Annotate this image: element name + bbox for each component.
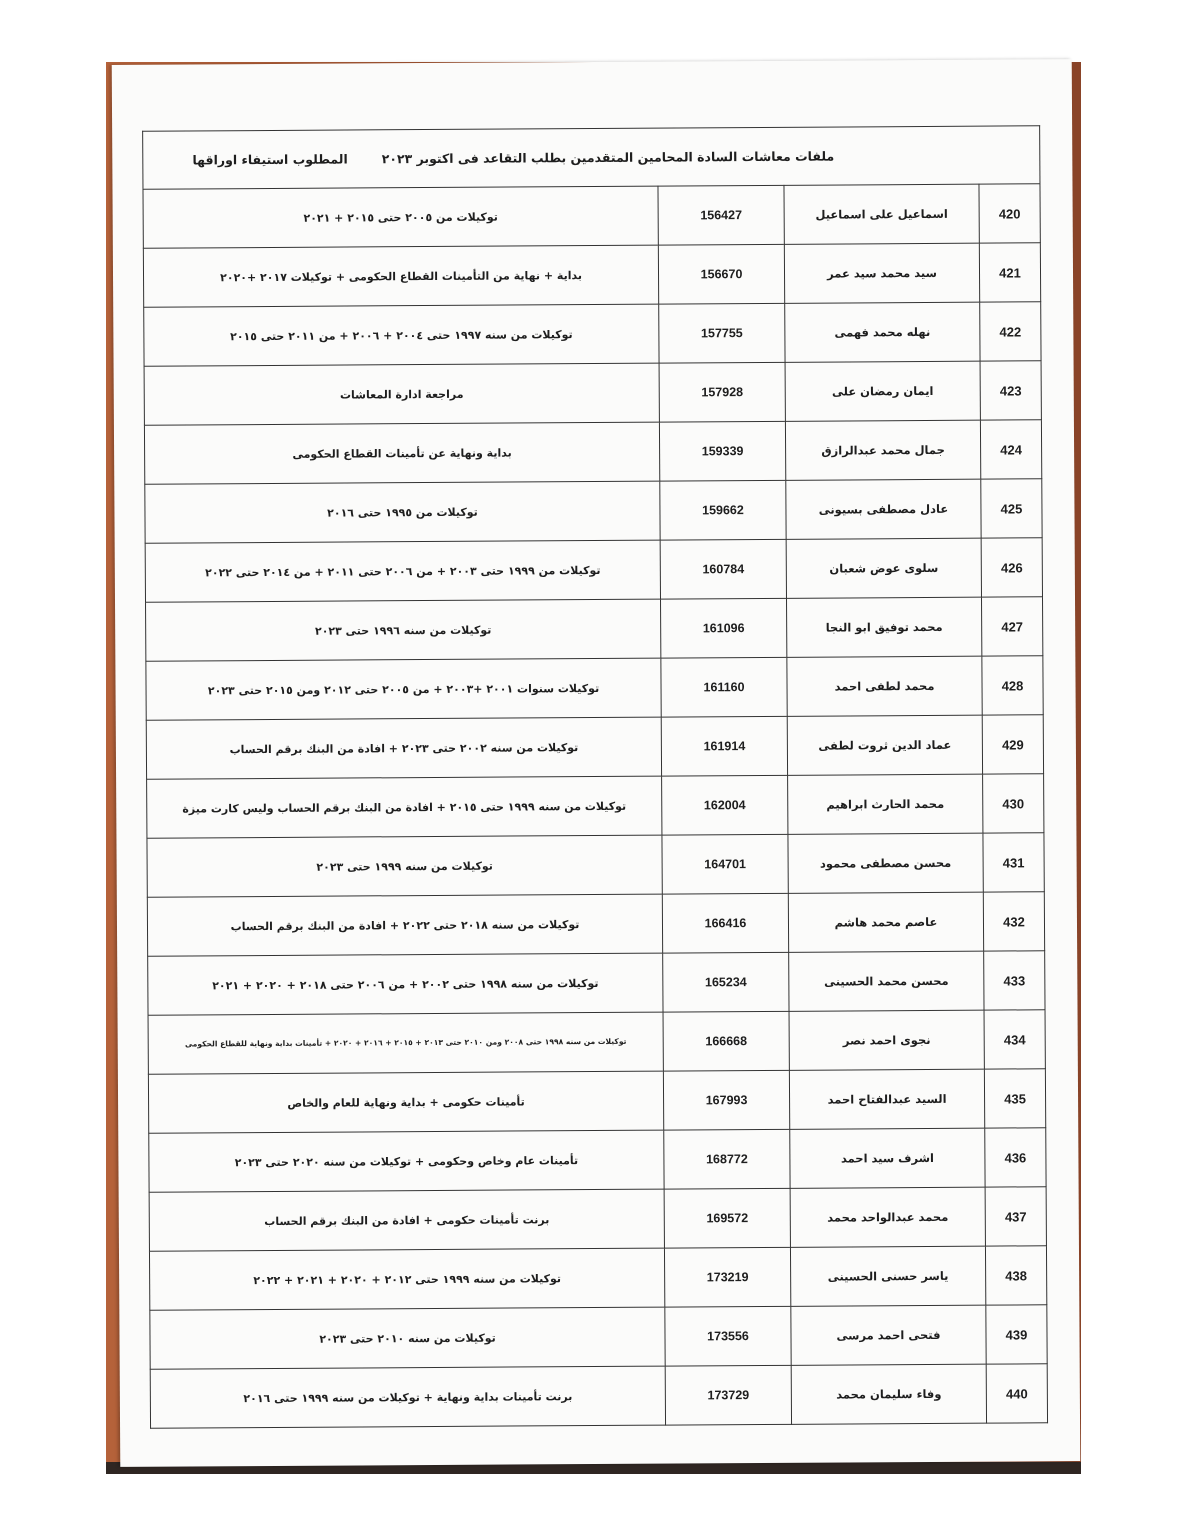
required-documents: بداية ونهاية عن تأمينات القطاع الحكومى — [144, 422, 659, 484]
file-number: 166668 — [663, 1011, 789, 1071]
required-documents: توكيلات من ٢٠٠٥ حتى ٢٠١٥ + ٢٠٢١ — [143, 186, 658, 248]
row-number: 440 — [986, 1364, 1047, 1423]
required-documents: توكيلات من سنه ٢٠١٠ حتى ٢٠٢٣ — [150, 1307, 665, 1369]
row-number: 426 — [981, 538, 1042, 597]
row-number: 422 — [980, 302, 1041, 361]
file-number: 164701 — [662, 834, 788, 894]
row-number: 430 — [983, 774, 1044, 833]
file-number: 156427 — [658, 185, 784, 245]
row-number: 423 — [980, 361, 1041, 420]
row-number: 439 — [986, 1305, 1047, 1364]
table-row — [147, 774, 1044, 838]
lawyer-name: السيد عبدالفتاح احمد — [789, 1069, 984, 1129]
lawyer-name: ايمان رمضان على — [785, 361, 980, 421]
file-number: 160784 — [660, 539, 786, 599]
required-documents: مراجعة ادارة المعاشات — [144, 363, 659, 425]
lawyer-name: محسن محمد الحسينى — [789, 951, 984, 1011]
table-row — [147, 892, 1044, 956]
table-row — [144, 302, 1041, 366]
table-row — [149, 1187, 1046, 1251]
file-number: 173729 — [665, 1365, 791, 1425]
required-documents: توكيلات من سنه ١٩٩٩ حتى ٢٠٢٣ — [147, 835, 662, 897]
lawyer-name: محمد الحارث ابراهيم — [788, 774, 983, 834]
required-documents: توكيلات من ١٩٩٥ حتى ٢٠١٦ — [145, 481, 660, 543]
table-row — [145, 538, 1042, 602]
file-number: 173219 — [664, 1247, 790, 1307]
file-number: 162004 — [662, 775, 788, 835]
row-number: 424 — [980, 420, 1041, 479]
required-documents: توكيلات من سنه ٢٠٠٢ حتى ٢٠٢٣ + افادة من البنك برقم الحساب — [146, 717, 661, 779]
table-row — [146, 715, 1043, 779]
lawyer-name: جمال محمد عبدالرازق — [785, 420, 980, 480]
file-number: 156670 — [658, 244, 784, 304]
row-number: 429 — [982, 715, 1043, 774]
lawyer-name: محمد عبدالواحد محمد — [790, 1187, 985, 1247]
file-number: 168772 — [664, 1129, 790, 1189]
required-documents: توكيلات من ١٩٩٩ حتى ٢٠٠٣ + من ٢٠٠٦ حتى ٢٠١١ + من ٢٠١٤ حتى ٢٠٢٢ — [145, 540, 660, 602]
table-row — [149, 1246, 1046, 1310]
required-documents: توكيلات من سنه ١٩٩٩ حتى ٢٠١٢ + ٢٠٢٠ + ٢٠٢١ + ٢٠٢٢ — [149, 1248, 664, 1310]
lawyer-name: عادل مصطفى بسيونى — [786, 479, 981, 539]
required-documents: توكيلات من سنه ١٩٩٩ حتى ٢٠١٥ + افادة من البنك برقم الحساب وليس كارت ميزة — [147, 776, 662, 838]
row-number: 428 — [982, 656, 1043, 715]
table-row — [147, 833, 1044, 897]
row-number: 434 — [984, 1010, 1045, 1069]
table-row — [145, 479, 1042, 543]
row-number: 421 — [979, 243, 1040, 302]
lawyer-name: نهله محمد فهمى — [785, 302, 980, 362]
table-row — [143, 184, 1040, 248]
required-documents: تأمينات عام وخاص وحكومى + توكيلات من سنه ٢٠٢٠ حتى ٢٠٢٣ — [149, 1130, 664, 1192]
title-main: ملفات معاشات السادة المحامين المتقدمين بطلب التقاعد فى اكتوبر ٢٠٢٣ — [381, 148, 835, 167]
lawyer-name: سيد محمد سيد عمر — [784, 243, 979, 303]
lawyer-name: اسماعيل على اسماعيل — [784, 184, 979, 244]
file-number: 157755 — [659, 303, 785, 363]
lawyer-name: سلوى عوض شعبان — [786, 538, 981, 598]
required-documents: برنت تأمينات حكومى + افادة من البنك برقم الحساب — [149, 1189, 664, 1251]
table-row — [144, 361, 1041, 425]
file-number: 165234 — [663, 952, 789, 1012]
file-number: 167993 — [663, 1070, 789, 1130]
table-row — [148, 1010, 1045, 1074]
lawyer-name: ياسر حسنى الحسينى — [790, 1246, 985, 1306]
table-row — [144, 420, 1041, 484]
required-documents: توكيلات سنوات ٢٠٠١ +٢٠٠٣ + من ٢٠٠٥ حتى ٢٠١٢ ومن ٢٠١٥ حتى ٢٠٢٣ — [146, 658, 661, 720]
title-sub: المطلوب استيفاء اوراقها — [192, 151, 348, 168]
file-number: 159339 — [659, 421, 785, 481]
table-row — [150, 1364, 1047, 1428]
required-documents: توكيلات من سنه ١٩٩٧ حتى ٢٠٠٤ + ٢٠٠٦ + من ٢٠١١ حتى ٢٠١٥ — [144, 304, 659, 366]
file-number: 166416 — [662, 893, 788, 953]
lawyer-name: محمد توفيق ابو النجا — [786, 597, 981, 657]
file-number: 159662 — [660, 480, 786, 540]
required-documents: برنت تأمينات بداية ونهاية + توكيلات من سنه ١٩٩٩ حتى ٢٠١٦ — [150, 1366, 665, 1428]
row-number: 437 — [985, 1187, 1046, 1246]
lawyer-name: نجوى احمد نصر — [789, 1010, 984, 1070]
row-number: 420 — [979, 184, 1040, 243]
row-number: 425 — [981, 479, 1042, 538]
lawyer-name: فتحى احمد مرسى — [791, 1305, 986, 1365]
row-number: 433 — [984, 951, 1045, 1010]
table-row — [149, 1128, 1046, 1192]
row-number: 435 — [984, 1069, 1045, 1128]
required-documents: توكيلات من سنه ١٩٩٨ حتى ٢٠٠٢ + من ٢٠٠٦ حتى ٢٠١٨ + ٢٠٢٠ + ٢٠٢١ — [148, 953, 663, 1015]
file-number: 157928 — [659, 362, 785, 422]
lawyer-name: وفاء سليمان محمد — [791, 1364, 986, 1424]
row-number: 427 — [981, 597, 1042, 656]
row-number: 438 — [985, 1246, 1046, 1305]
lawyer-name: اشرف سيد احمد — [790, 1128, 985, 1188]
file-number: 161160 — [661, 657, 787, 717]
document-title — [142, 125, 1040, 188]
file-number: 161914 — [661, 716, 787, 776]
document-page — [112, 59, 1081, 1467]
required-documents: توكيلات من سنه ٢٠١٨ حتى ٢٠٢٢ + افادة من البنك برقم الحساب — [147, 894, 662, 956]
table-row — [146, 597, 1043, 661]
pension-files-table — [142, 183, 1048, 1428]
lawyer-name: عماد الدين ثروت لطفى — [787, 715, 982, 775]
table-row — [143, 243, 1040, 307]
table-row — [148, 951, 1045, 1015]
lawyer-name: محسن مصطفى محمود — [788, 833, 983, 893]
file-number: 169572 — [664, 1188, 790, 1248]
required-documents: توكيلات من سنه ١٩٩٨ حتى ٢٠٠٨ ومن ٢٠١٠ حتى ٢٠١٣ + ٢٠١٥ + ٢٠١٦ + ٢٠٢٠ + تأمينات بداية ونهاية للقطاع الحكومى — [148, 1012, 663, 1074]
row-number: 436 — [985, 1128, 1046, 1187]
row-number: 431 — [983, 833, 1044, 892]
file-number: 161096 — [661, 598, 787, 658]
lawyer-name: محمد لطفى احمد — [787, 656, 982, 716]
lawyer-name: عاصم محمد هاشم — [788, 892, 983, 952]
required-documents: بداية + نهاية من التأمينات القطاع الحكومى + توكيلات ٢٠١٧ +٢٠٢٠ — [143, 245, 658, 307]
required-documents: تأمينات حكومى + بداية ونهاية للعام والخاص — [148, 1071, 663, 1133]
row-number: 432 — [983, 892, 1044, 951]
table-row — [148, 1069, 1045, 1133]
table-body — [143, 184, 1048, 1428]
table-container — [142, 125, 1048, 1428]
required-documents: توكيلات من سنه ١٩٩٦ حتى ٢٠٢٣ — [146, 599, 661, 661]
table-row — [146, 656, 1043, 720]
file-number: 173556 — [665, 1306, 791, 1366]
table-row — [150, 1305, 1047, 1369]
